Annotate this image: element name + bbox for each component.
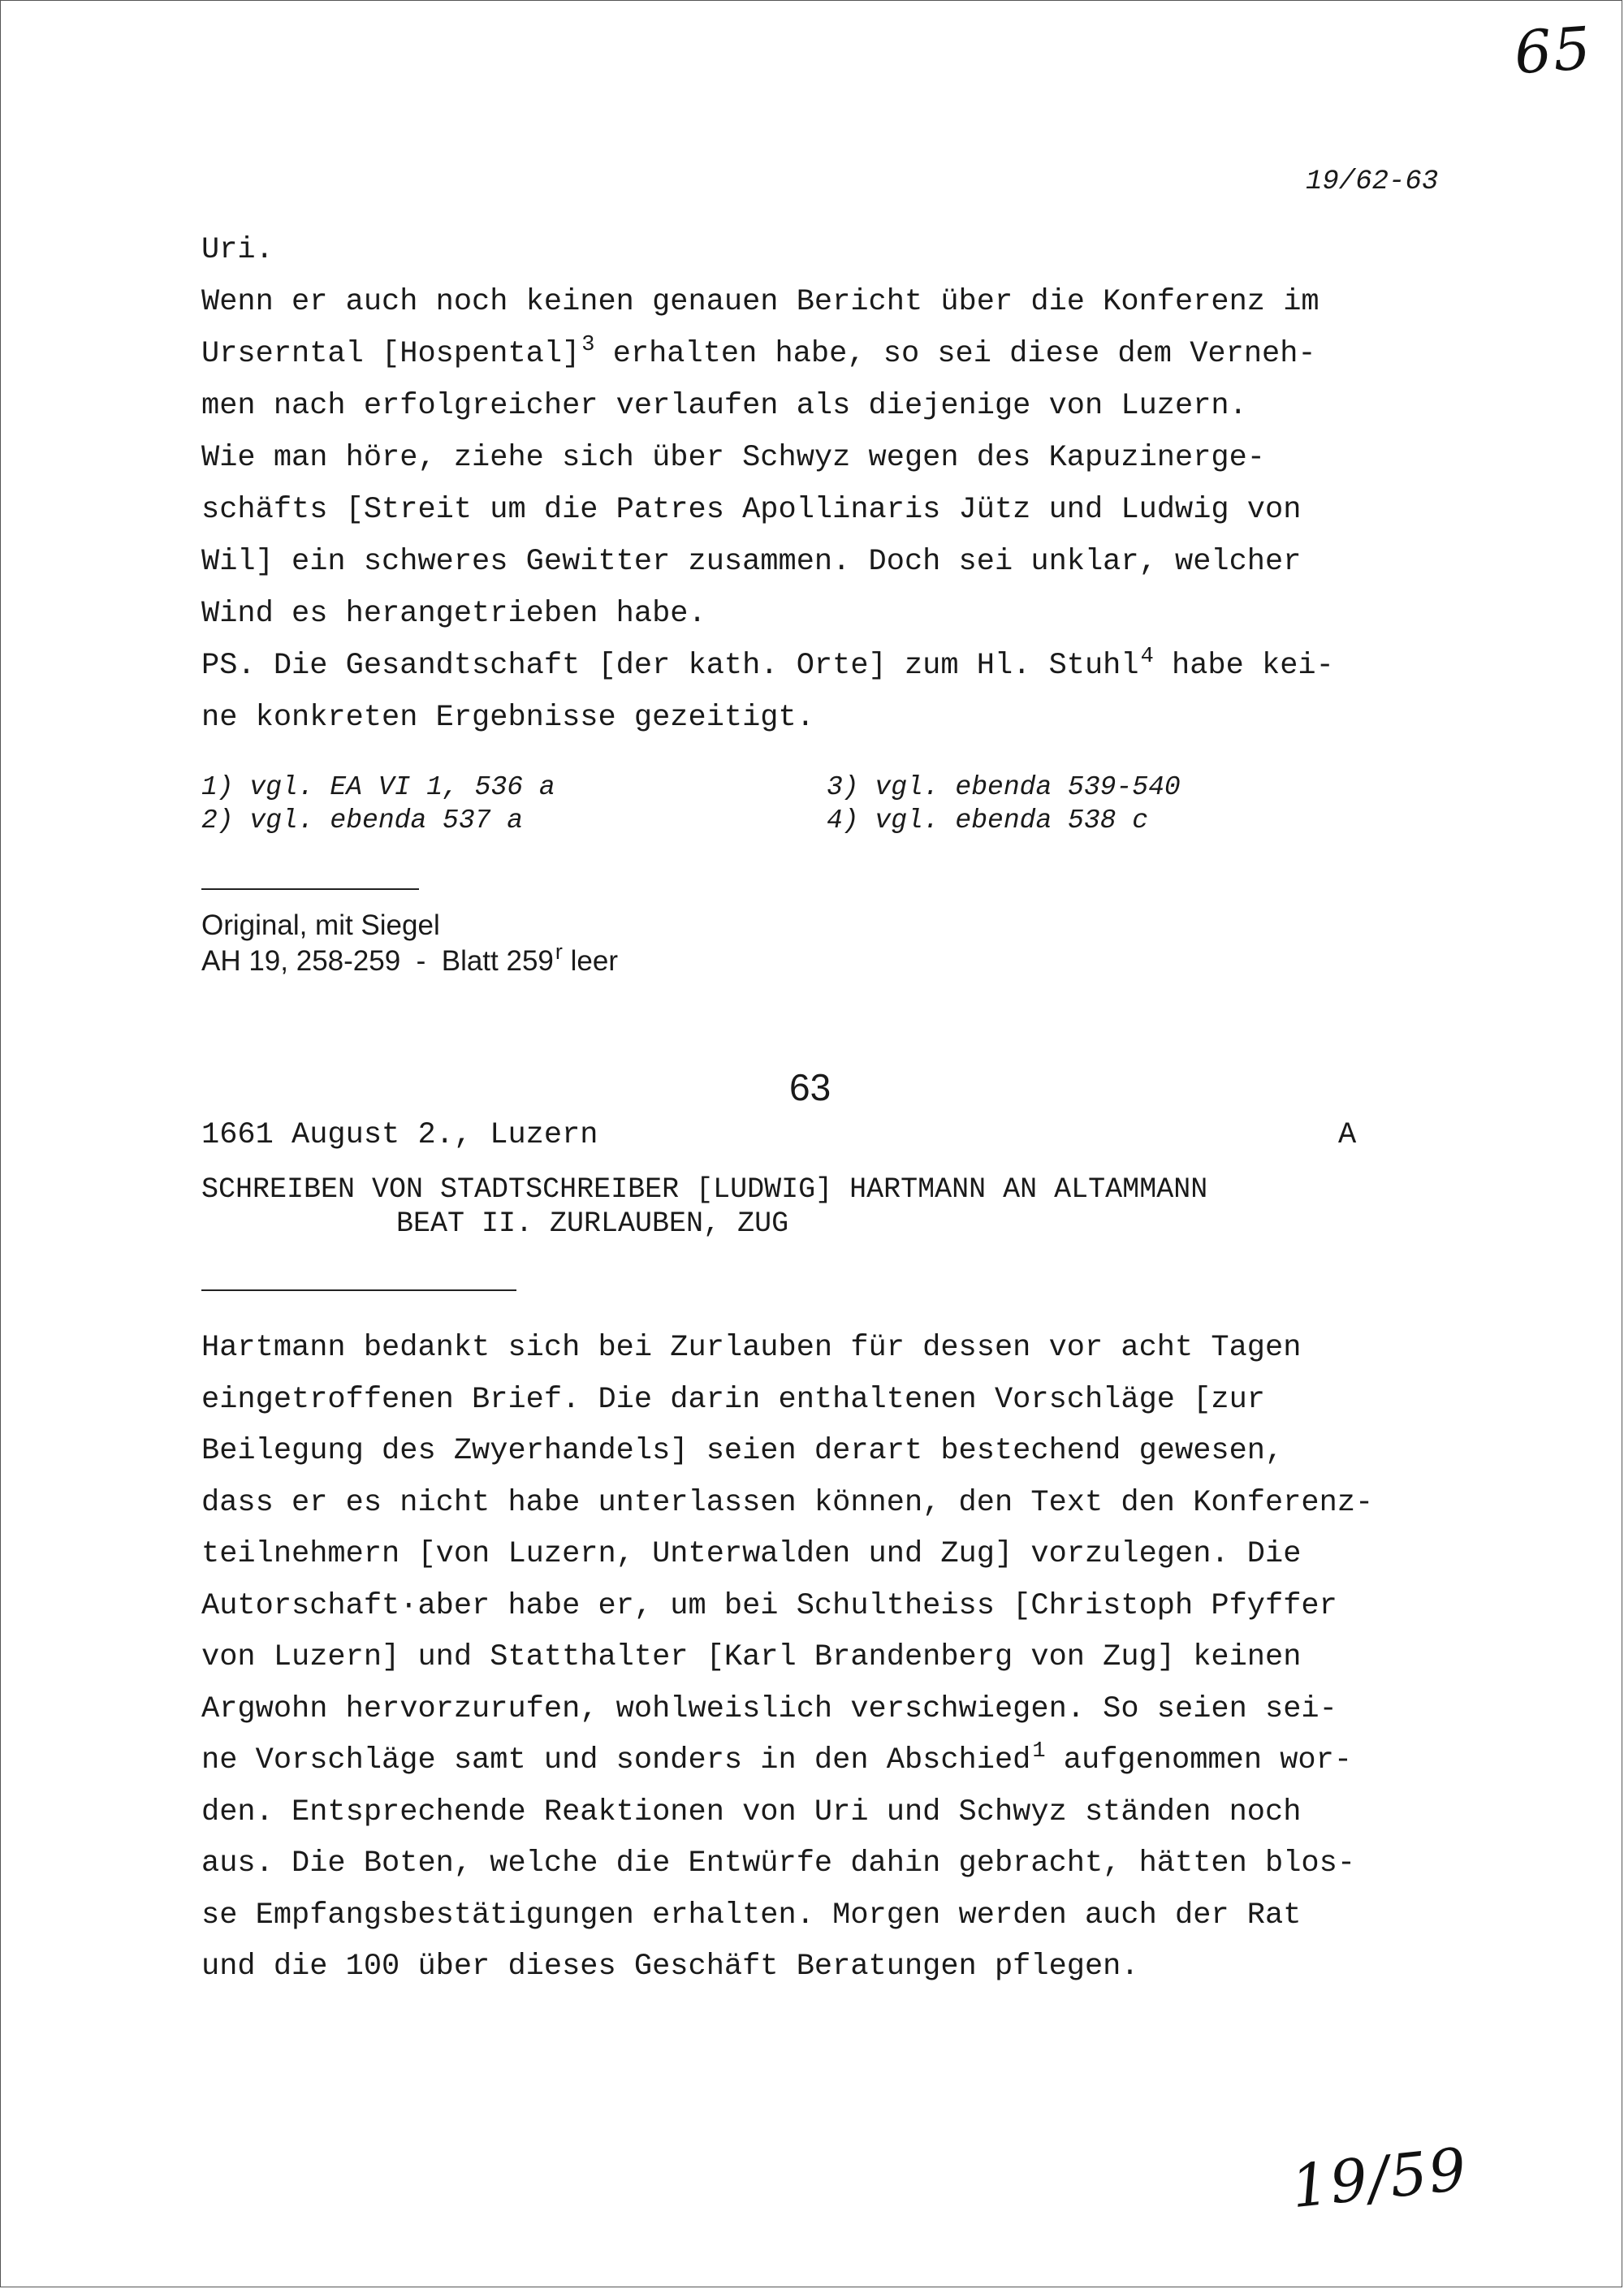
- text-line: schäfts [Streit um die Patres Apollinaris Jütz und Ludwig von: [201, 493, 1302, 527]
- text-line: men nach erfolgreicher verlaufen als diejenige von Luzern.: [201, 389, 1247, 423]
- text-line: PS. Die Gesandtschaft [der kath. Orte] zum Hl. Stuhl$^4$ habe kei-: [201, 645, 1334, 683]
- text-line: eingetroffenen Brief. Die darin enthaltenen Vorschläge [zur: [201, 1382, 1266, 1417]
- text-line: Hartmann bedankt sich bei Zurlauben für dessen vor acht Tagen: [201, 1331, 1302, 1365]
- entry-number: 63: [789, 1066, 831, 1108]
- text-line: Wenn er auch noch keinen genauen Bericht über die Konferenz im: [201, 285, 1320, 319]
- entry-code: A: [1338, 1118, 1357, 1152]
- text-line: Wind es herangetrieben habe.: [201, 597, 706, 631]
- source-line: Original, mit Siegel: [201, 909, 440, 941]
- text-line: Uri.: [201, 233, 274, 267]
- text-line: teilnehmern [von Luzern, Unterwalden und Zug] vorzulegen. Die: [201, 1537, 1302, 1571]
- entry-date-place: 1661 August 2., Luzern: [201, 1118, 598, 1152]
- footnote-marker: 4: [1140, 645, 1154, 669]
- text-line: ne konkreten Ergebnisse gezeitigt.: [201, 701, 814, 735]
- text-line: von Luzern] und Statthalter [Karl Brandenberg von Zug] keinen: [201, 1640, 1302, 1674]
- footnote-marker: 1: [1032, 1739, 1046, 1764]
- superscript: r: [555, 939, 563, 964]
- entry-heading: SCHREIBEN VON STADTSCHREIBER [LUDWIG] HARTMANN AN ALTAMMANN: [201, 1173, 1208, 1206]
- text-line: Argwohn hervorzurufen, wohlweislich verschwiegen. So seien sei-: [201, 1691, 1337, 1726]
- reference-number: 19/62-63: [1306, 166, 1439, 197]
- text-line: aus. Die Boten, welche die Entwürfe dahin gebracht, hätten blos-: [201, 1846, 1356, 1881]
- text-line: Wie man höre, ziehe sich über Schwyz wegen des Kapuzinerge-: [201, 441, 1266, 475]
- separator-rule: [201, 888, 419, 890]
- footnote-marker: 3: [581, 333, 595, 357]
- handwritten-archive-number: 19/59: [1288, 2134, 1471, 2222]
- source-line: AH 19, 258-259 - Blatt 259$^r$ leer: [201, 939, 618, 977]
- footnote: 2) vgl. ebenda 537 a: [201, 805, 524, 836]
- text-line: den. Entsprechende Reaktionen von Uri und Schwyz ständen noch: [201, 1794, 1302, 1829]
- text-line: Beilegung des Zwyerhandels] seien derart bestechend gewesen,: [201, 1434, 1284, 1468]
- text-line: und die 100 über dieses Geschäft Beratungen pflegen.: [201, 1950, 1139, 1984]
- text-line: Wil] ein schweres Gewitter zusammen. Doch sei unklar, welcher: [201, 545, 1302, 579]
- text-line: ne Vorschläge samt und sonders in den Abschied$^1$ aufgenommen wor-: [201, 1739, 1353, 1777]
- text-line: Urserntal [Hospental]$^3$ erhalten habe, so sei diese dem Verneh-: [201, 333, 1316, 371]
- footnote: 3) vgl. ebenda 539-540: [827, 772, 1181, 802]
- footnote: 1) vgl. EA VI 1, 536 a: [201, 772, 555, 802]
- text-line: Autorschaft·aber habe er, um bei Schultheiss [Christoph Pfyffer: [201, 1588, 1337, 1623]
- entry-heading: BEAT II. ZURLAUBEN, ZUG: [396, 1207, 789, 1240]
- footnote: 4) vgl. ebenda 538 c: [827, 805, 1149, 836]
- handwritten-page-number: 65: [1512, 13, 1595, 88]
- separator-rule: [201, 1289, 516, 1291]
- text-line: se Empfangsbestätigungen erhalten. Morgen werden auch der Rat: [201, 1898, 1302, 1933]
- text-line: dass er es nicht habe unterlassen können, den Text den Konferenz-: [201, 1485, 1374, 1520]
